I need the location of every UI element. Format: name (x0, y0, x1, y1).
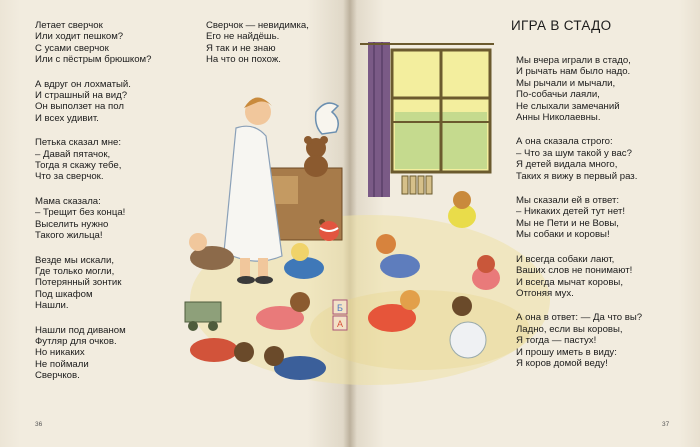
stanza (516, 136, 642, 182)
poem-line: Везде мы искали, (35, 254, 114, 266)
poem-line: Петька сказал мне: (35, 137, 122, 149)
poem-line: Анны Николаевны. (516, 112, 601, 124)
toy-block-icon (333, 300, 347, 314)
poem-line: По-собачьи лаяли, (516, 89, 600, 101)
poem-line: Выселить нужно (35, 218, 109, 230)
poem-line: Мы собаки и коровы! (516, 229, 610, 241)
poem-line: Я так и не знаю (206, 42, 276, 54)
stanza (35, 325, 152, 382)
poem-line: И рычать нам было надо. (516, 66, 631, 78)
poem-line: Под шкафом (35, 288, 93, 300)
poem-line: Его не найдёшь. (206, 31, 280, 43)
poem-line: Нашли под диваном (35, 324, 126, 336)
poem-line: Я детей видала много, (516, 159, 618, 171)
svg-text:А: А (337, 319, 344, 329)
poem-line: А она в ответ: — Да что вы? (516, 312, 643, 324)
poem-line: Мы рычали и мычали, (516, 77, 616, 89)
poem-line: – Давай пятачок, (35, 148, 111, 160)
svg-text:Б: Б (337, 303, 343, 313)
left-column-2 (206, 20, 309, 66)
poem-line: Мы сказали ей в ответ: (516, 195, 620, 207)
poem-line: Тогда я скажу тебе, (35, 160, 122, 172)
poem-line: Но никаких (35, 347, 85, 359)
poem-line: С усами сверчок (35, 42, 109, 54)
poem-line: И прошу иметь в виду: (516, 346, 617, 358)
poem-line: Такого жильца! (35, 230, 103, 242)
poem-line: – Трещит без конца! (35, 207, 126, 219)
poem-line: Сверчок — невидимка, (206, 20, 309, 31)
stanza (35, 255, 152, 312)
poem-line: И страшный на вид? (35, 90, 128, 102)
teddy-bear-icon (304, 136, 328, 177)
poem-title: ИГРА В СТАДО (511, 18, 612, 33)
poem-line: Отгоняя мух. (516, 287, 574, 299)
poem-line: Ваших слов не понимают! (516, 265, 633, 277)
poem-line: Где только могли, (35, 265, 115, 277)
poem-line: Или с пёстрым брюшком? (35, 54, 152, 66)
poem-line: Мама сказала: (35, 195, 101, 207)
stanza (35, 79, 152, 125)
poem-line: Я коров домой веду! (516, 357, 608, 369)
poem-line: Не поймали (35, 358, 89, 370)
poem-line: Что за сверчок. (35, 171, 104, 183)
stanza (35, 20, 152, 66)
poem-line: Сверчков. (35, 370, 80, 382)
toy-bird-icon (316, 103, 339, 134)
poem-line: И всегда мычат коровы, (516, 276, 623, 288)
stanza (35, 137, 152, 183)
poem-line: Летает сверчок (35, 20, 103, 31)
poem-line: Нашли. (35, 300, 69, 312)
window-icon (392, 50, 490, 172)
poem-line: – Что за шум такой у вас? (516, 147, 632, 159)
stanza (516, 55, 642, 123)
poem-line: Не слыхали замечаний (516, 100, 620, 112)
poem-line: Ладно, если вы коровы, (516, 323, 623, 335)
stanza (516, 312, 642, 369)
poem-line: Или ходит пешком? (35, 31, 124, 43)
poem-line: – Никаких детей тут нет! (516, 206, 626, 218)
poem-line: Футляр для очков. (35, 335, 117, 347)
poem-line: А вдруг он лохматый. (35, 78, 131, 90)
radiator-icon (402, 176, 432, 194)
child-figure (448, 191, 476, 228)
poem-line: Мы вчера играли в стадо, (516, 55, 631, 66)
poem-line: И всех удивит. (35, 112, 99, 124)
stanza (206, 20, 309, 66)
poem-line: И всегда собаки лают, (516, 253, 615, 265)
stanza (516, 254, 642, 300)
poem-line: Таких я вижу в первый раз. (516, 170, 638, 182)
poem-line: Я тогда — пастух! (516, 335, 597, 347)
page-number-right: 37 (662, 421, 670, 428)
poem-line: А она сказала строго: (516, 136, 613, 148)
toy-block-icon (333, 316, 347, 330)
poem-line: Мы не Пети и не Вовы, (516, 217, 619, 229)
poem-line: Он выползет на пол (35, 101, 124, 113)
stanza (516, 195, 642, 241)
left-column-1 (35, 20, 152, 382)
page-number-left: 36 (35, 421, 43, 428)
poem-line: Потерянный зонтик (35, 277, 122, 289)
right-column (516, 55, 642, 369)
stanza (35, 196, 152, 242)
poem-line: На что он похож. (206, 54, 281, 66)
